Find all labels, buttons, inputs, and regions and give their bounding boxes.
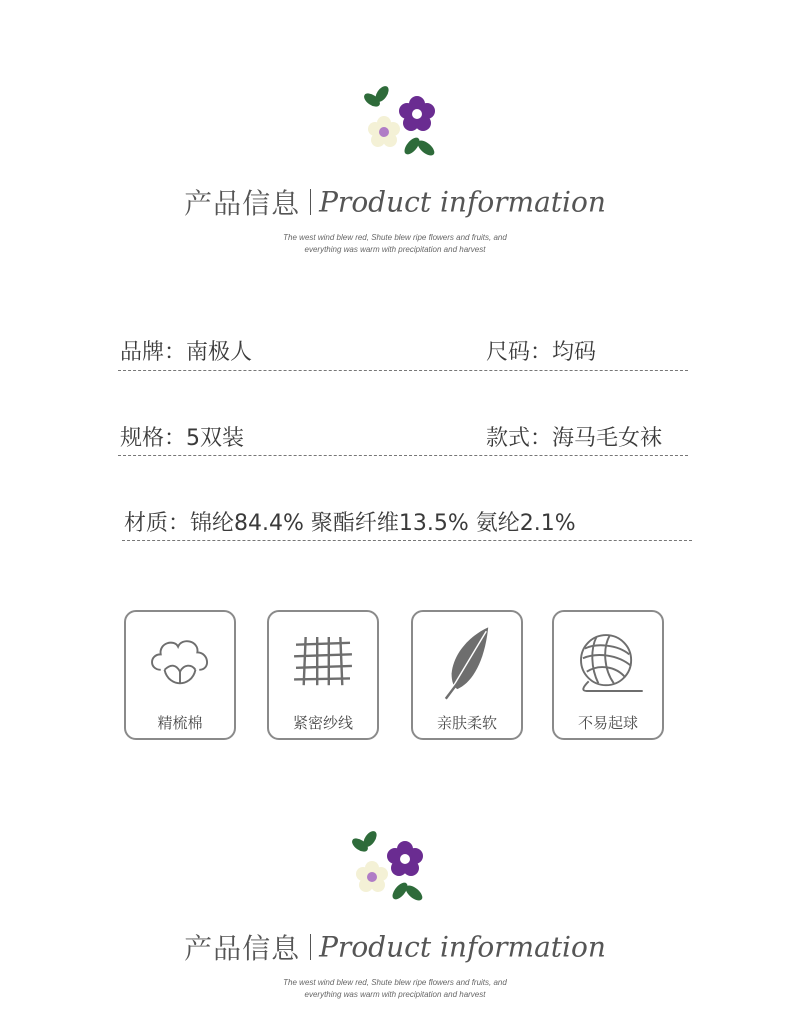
feature-label: 不易起球 (577, 714, 638, 732)
feature-card-feather (411, 610, 523, 740)
title-divider (310, 189, 311, 215)
title-chinese: 产品信息 (184, 932, 301, 965)
feature-label: 精梳棉 (157, 714, 203, 732)
feature-label: 亲肤柔软 (436, 714, 497, 732)
brand-text: 品牌：南极人 (120, 340, 253, 365)
feature-label: 紧密纱线 (292, 714, 353, 732)
feature-card-yarn (552, 610, 664, 740)
feature-card-cotton (124, 610, 236, 740)
subtitle-line-1: The west wind blew red, Shute blew ripe flowers and fruits, and (283, 233, 507, 242)
title-english: Product information (319, 930, 606, 964)
title-english: Product information (319, 185, 606, 219)
divider-line (122, 540, 692, 541)
section-title (0, 927, 790, 967)
material-text: 材质：锦纶84.4% 聚酯纤维13.5% 氨纶2.1% (124, 511, 576, 536)
flower-icon (360, 82, 440, 162)
mesh-icon (269, 624, 377, 704)
feather-icon (413, 624, 521, 704)
subtitle-line-2: everything was warm with precipitation and harvest (304, 990, 486, 999)
size-text: 尺码：均码 (486, 340, 597, 365)
cotton-icon (126, 624, 234, 704)
divider-line (118, 370, 688, 371)
style-text: 款式：海马毛女袜 (486, 426, 663, 451)
section-title (0, 182, 790, 222)
flower-icon (348, 827, 428, 907)
title-chinese: 产品信息 (184, 187, 301, 220)
divider-line (118, 455, 688, 456)
subtitle-line-1: The west wind blew red, Shute blew ripe flowers and fruits, and (283, 978, 507, 987)
title-divider (310, 934, 311, 960)
subtitle-line-2: everything was warm with precipitation and harvest (304, 245, 486, 254)
spec-text: 规格：5双装 (120, 426, 244, 451)
section-subtitle (0, 232, 790, 256)
yarn-ball-icon (554, 624, 662, 704)
feature-card-mesh (267, 610, 379, 740)
section-subtitle (0, 977, 790, 1001)
